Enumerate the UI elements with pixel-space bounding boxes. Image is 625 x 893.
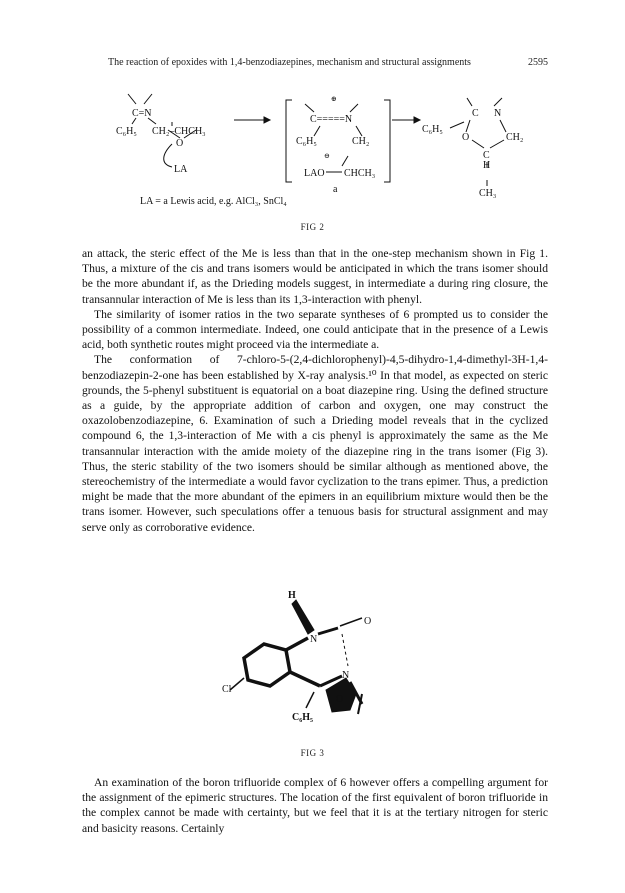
fig3-carbonyl-oxygen-label: O	[364, 616, 372, 627]
chain-label: CH₂–CHCH₃	[152, 126, 206, 137]
intermediate-phenyl-label: C₆H₅	[296, 136, 317, 147]
paragraph-3: The conformation of 7-chloro-5-(2,4-dichlorophenyl)-4,5-dihydro-1,4-dimethyl-3H-1,4-benzodiazepin-2-one has been established by X-ray analysis.¹⁰ In that model, as expected on steric grounds, the 5-phenyl substituent is equatorial on a boat diazepine ring. Using the defined structure as a guide, by the appropriate addition of carbon and oxygen, one may construct the oxazolobenzodiazepine, 6. Examination of such a Drieding model reveals that in the cyclized compound 6, the 1,3-interaction of Me with a cis phenyl is approximately the same as the Me transannular interaction with the amide moiety of the diazepine ring in the trans isomer (Fig 3). Thus, the steric stability of the two isomers should be similar although as mentioned above, the stereochemistry of the intermediate a would favor cyclization to the trans epimer. Thus, a prediction might be made that the more abundant of the epimers in an equilibrium mixture would then be the trans isomer. However, such speculations offer a tenuous basis for structural assignment and may serve only as corroborative evidence.	[82, 353, 548, 534]
paragraph-1: an attack, the steric effect of the Me is less than that in the one-step mechanism shown in Fig 1. Thus, a mixture of the cis and trans isomers would be anticipated in which the trans isomer should be the more abundant if, as the Drieding models suggest, in intermediate a during ring closure, the transannular interaction of Me is less than its 1,3-interaction with phenyl.	[82, 247, 548, 306]
figure-2-scheme	[110, 92, 550, 234]
fig3-ring-oxygen-label: O	[336, 694, 344, 705]
figure-3-drawing	[222, 582, 412, 742]
lewis-acid-label: LA	[174, 164, 188, 175]
figure-3-model	[222, 582, 412, 742]
figure-2-drawing	[110, 92, 550, 234]
page-number: 2595	[528, 57, 548, 68]
minus-charge: ⊖	[324, 152, 330, 160]
product-hydrogen-label: H	[483, 160, 491, 171]
product-ch2-label: CH₂	[506, 132, 524, 143]
running-head-title: The reaction of epoxides with 1,4-benzodiazepines, mechanism and structural assignments	[108, 57, 471, 68]
alkoxide-label: LAO	[304, 168, 325, 179]
product-oxygen-label: O	[462, 132, 470, 143]
figure-3-caption: FIG 3	[300, 748, 325, 758]
fig3-nitrogen2-label: N	[342, 670, 350, 681]
paragraph-2: The similarity of isomer ratios in the two separate syntheses of 6 prompted us to consider the possibility of a common intermediate. Indeed, one could anticipate that in the presence of a Lewis acid, both synthetic routes might proceed via the intermediate a.	[82, 307, 548, 352]
fig3-nitrogen1-label: N	[310, 634, 318, 645]
plus-charge: ⊕	[331, 95, 337, 103]
product-ring-carbon-label: C	[483, 150, 490, 161]
product-methyl-label: CH₃	[479, 188, 497, 199]
product-nitrogen-label: N	[494, 108, 502, 119]
fig3-chlorine-label: Cl	[222, 684, 232, 695]
running-head	[108, 57, 548, 68]
body-text	[82, 246, 548, 535]
phenyl-label: C₆H₅	[116, 126, 137, 137]
product-phenyl-label: C₆H₅	[422, 124, 443, 135]
fig3-hydrogen-label: H	[288, 590, 296, 601]
paragraph-4: An examination of the boron trifluoride complex of 6 however offers a compelling argument for the assignment of the epimeric structures. The location of the first equivalent of boron trifluoride in the complex cannot be made with certainty, but we feel that it is at the tertiary nitrogen for steric and basicity reasons. Certainly	[82, 776, 548, 835]
iminium-label: C=====N	[310, 114, 353, 125]
epoxide-oxygen-label: O	[176, 138, 184, 149]
imine-label: C=N	[132, 108, 152, 119]
body-text-continued	[82, 775, 548, 836]
intermediate-ch2-label: CH₂	[352, 136, 370, 147]
chch3-label: CHCH₃	[344, 168, 376, 179]
intermediate-a-label: a	[333, 184, 338, 195]
figure-2-caption: FIG 2	[300, 222, 325, 232]
lewis-acid-note: LA = a Lewis acid, e.g. AlCl₃, SnCl₄	[140, 196, 287, 207]
product-carbon-label: C	[472, 108, 479, 119]
fig3-phenyl-label: C₆H₅	[292, 712, 313, 723]
